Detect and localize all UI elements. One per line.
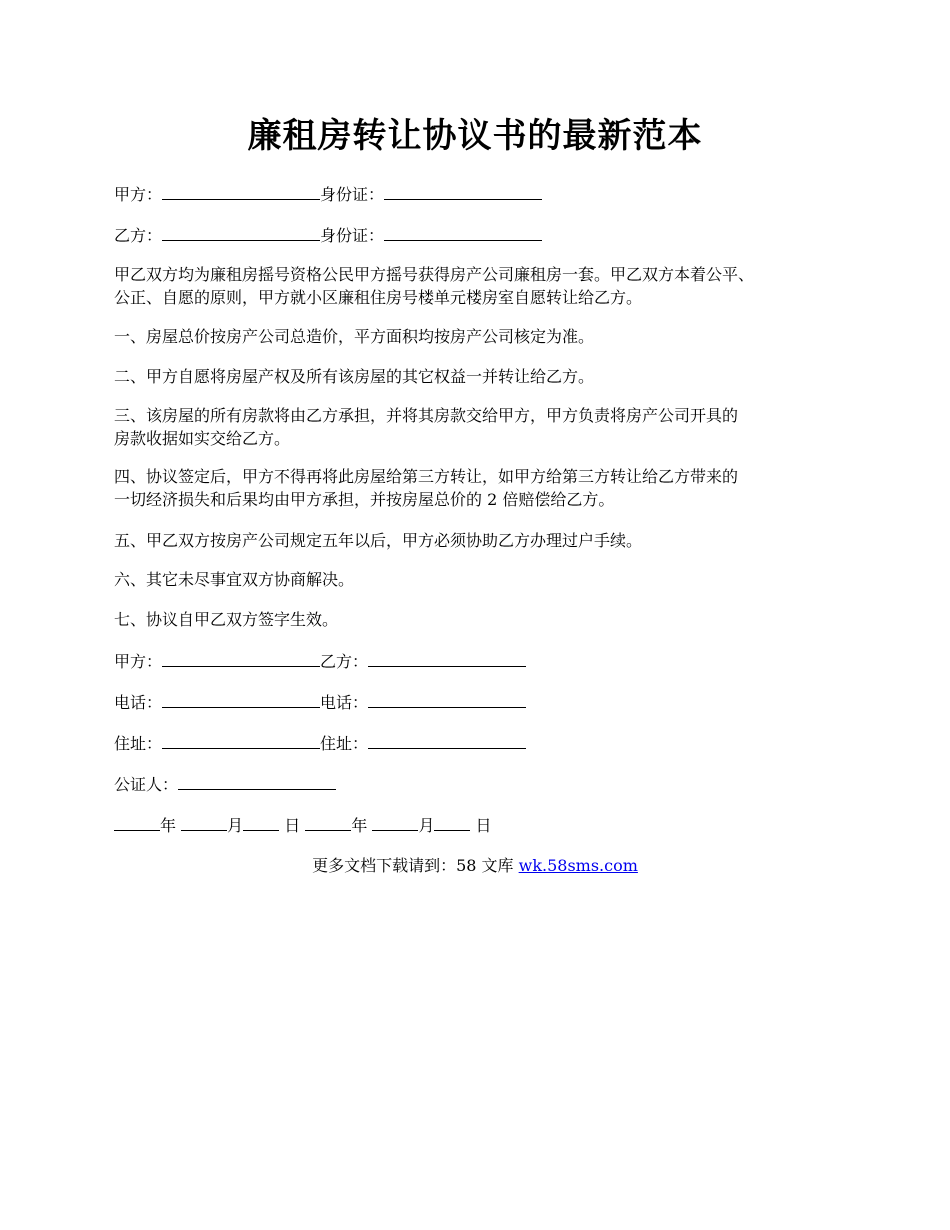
date-a-month-blank [181,813,227,831]
clause-7: 七、协议自甲乙双方签字生效。 [114,610,339,629]
date-b-year-label: 年 [351,816,368,835]
party-a-label: 甲方： [114,185,163,204]
clause-1: 一、房屋总价按房产公司总造价，平方面积均按房产公司核定为准。 [114,327,595,346]
sign-party-b-blank [368,649,526,667]
clause-4-line-2: 一切经济损失和后果均由甲方承担，并按房屋总价的 2 倍赔偿给乙方。 [114,490,615,509]
address-a-blank [162,731,320,749]
intro-line-1: 甲乙双方均为廉租房摇号资格公民甲方摇号获得房产公司廉租房一套。甲乙双方本着公平、 [114,265,755,284]
clause-4 [114,465,854,511]
sign-party-a-blank [162,649,320,667]
clause-3-line-1: 三、该房屋的所有房款将由乙方承担，并将其房款交给甲方，甲方负责将房产公司开具的 [114,406,739,425]
party-b-label: 乙方： [114,226,163,245]
party-b-blank [162,223,320,241]
address-a-label: 住址： [114,734,163,753]
party-a-id-label: 身份证： [320,185,385,204]
date-a-year-blank [114,813,160,831]
address-line [114,731,854,755]
clause-6: 六、其它未尽事宜双方协商解决。 [114,570,355,589]
party-b-id-line [114,223,854,247]
document-title: 廉租房转让协议书的最新范本 [247,116,703,156]
date-a-month-label: 月 [227,816,244,835]
party-b-id-blank [384,223,542,241]
date-b-year-blank [305,813,351,831]
address-b-blank [368,731,526,749]
signature-line [114,649,854,673]
date-b-day-label: 日 [475,816,492,835]
party-a-id-blank [384,182,542,200]
phone-a-blank [162,690,320,708]
phone-b-label: 电话： [320,693,369,712]
date-a-year-label: 年 [160,816,177,835]
date-b-day-blank [434,813,470,831]
date-b-month-label: 月 [418,816,435,835]
date-a-day-label: 日 [284,816,301,835]
phone-b-blank [368,690,526,708]
footer-text: 更多文档下载请到：58 文库 [312,856,519,875]
phone-line [114,690,854,714]
party-a-blank [162,182,320,200]
clause-2: 二、甲方自愿将房屋产权及所有该房屋的其它权益一并转让给乙方。 [114,367,595,386]
clause-3 [114,404,854,450]
footer-link[interactable]: wk.58sms.com [518,856,638,875]
clause-4-line-1: 四、协议签定后，甲方不得再将此房屋给第三方转让，如甲方给第三方转让给乙方带来的 [114,467,739,486]
notary-blank [178,772,336,790]
clause-5: 五、甲乙双方按房产公司规定五年以后，甲方必须协助乙方办理过户手续。 [114,531,643,550]
notary-label: 公证人： [114,775,179,794]
sign-party-b-label: 乙方： [320,652,369,671]
notary-line [114,772,854,796]
sign-party-a-label: 甲方： [114,652,163,671]
download-footer [0,854,950,877]
date-b-month-blank [372,813,418,831]
party-a-id-line [114,182,854,206]
clause-3-line-2: 房款收据如实交给乙方。 [114,429,291,448]
date-a-day-blank [243,813,279,831]
phone-a-label: 电话： [114,693,163,712]
party-b-id-label: 身份证： [320,226,385,245]
address-b-label: 住址： [320,734,369,753]
intro-line-2: 公正、自愿的原则，甲方就小区廉租住房号楼单元楼房室自愿转让给乙方。 [114,288,643,307]
intro-paragraph [114,263,854,309]
date-line [114,813,854,837]
